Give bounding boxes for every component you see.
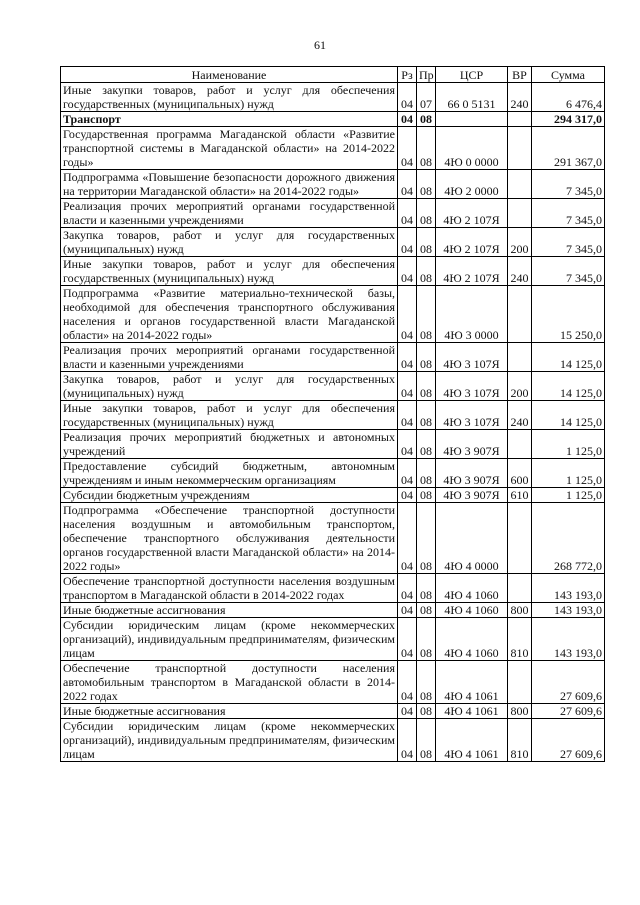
cell-sum: 15 250,0 (532, 286, 605, 343)
cell-rz: 04 (398, 603, 417, 618)
cell-pr: 08 (417, 257, 436, 286)
cell-name: Предоставление субсидий бюджетным, автономным учреждениям и иным некоммерческим организациям (61, 459, 398, 488)
table-row (61, 228, 605, 257)
table-row (61, 170, 605, 199)
table-row (61, 372, 605, 401)
cell-csr: 4Ю 0 0000 (436, 127, 508, 170)
cell-name: Государственная программа Магаданской области «Развитие транспортной системы в Магаданской области» на 2014-2022 годы» (61, 127, 398, 170)
cell-pr: 08 (417, 343, 436, 372)
table-row (61, 257, 605, 286)
table-row (61, 83, 605, 112)
cell-sum: 1 125,0 (532, 488, 605, 503)
cell-pr: 08 (417, 228, 436, 257)
cell-name: Субсидии бюджетным учреждениям (61, 488, 398, 503)
cell-sum: 27 609,6 (532, 704, 605, 719)
table-row (61, 430, 605, 459)
cell-vr: 240 (508, 401, 532, 430)
table-row (61, 603, 605, 618)
cell-sum: 14 125,0 (532, 372, 605, 401)
cell-sum: 294 317,0 (532, 112, 605, 127)
table-row (61, 199, 605, 228)
cell-vr (508, 343, 532, 372)
page-number: 61 (314, 38, 326, 52)
cell-name: Обеспечение транспортной доступности населения автомобильным транспортом в Магаданской области в 2014-2022 годах (61, 661, 398, 704)
cell-csr: 4Ю 3 107Я (436, 401, 508, 430)
table-row (61, 488, 605, 503)
table-body (61, 83, 605, 762)
cell-pr: 08 (417, 503, 436, 574)
cell-rz: 04 (398, 503, 417, 574)
cell-pr: 08 (417, 170, 436, 199)
cell-vr: 240 (508, 83, 532, 112)
table-row (61, 618, 605, 661)
cell-rz: 04 (398, 343, 417, 372)
header-sum: Сумма (532, 67, 605, 83)
cell-sum: 143 193,0 (532, 618, 605, 661)
table-row (61, 127, 605, 170)
cell-csr: 4Ю 2 107Я (436, 257, 508, 286)
cell-csr: 4Ю 2 107Я (436, 228, 508, 257)
cell-sum: 7 345,0 (532, 199, 605, 228)
cell-vr (508, 574, 532, 603)
cell-csr: 4Ю 3 107Я (436, 343, 508, 372)
cell-sum: 143 193,0 (532, 574, 605, 603)
cell-name: Иные закупки товаров, работ и услуг для обеспечения государственных (муниципальных) нужд (61, 257, 398, 286)
cell-vr (508, 170, 532, 199)
cell-csr: 4Ю 4 1060 (436, 618, 508, 661)
cell-pr: 08 (417, 704, 436, 719)
cell-vr: 800 (508, 704, 532, 719)
cell-rz: 04 (398, 661, 417, 704)
cell-vr: 600 (508, 459, 532, 488)
cell-rz: 04 (398, 430, 417, 459)
cell-sum: 27 609,6 (532, 719, 605, 762)
cell-vr (508, 661, 532, 704)
table-row (61, 661, 605, 704)
cell-sum: 7 345,0 (532, 228, 605, 257)
cell-name: Реализация прочих мероприятий бюджетных и автономных учреждений (61, 430, 398, 459)
cell-vr (508, 503, 532, 574)
cell-csr: 4Ю 4 0000 (436, 503, 508, 574)
cell-vr (508, 112, 532, 127)
cell-pr: 08 (417, 286, 436, 343)
cell-rz: 04 (398, 257, 417, 286)
cell-name: Субсидии юридическим лицам (кроме некоммерческих организаций), индивидуальным предпринимателям, физическим лицам (61, 719, 398, 762)
table-row (61, 286, 605, 343)
cell-sum: 14 125,0 (532, 343, 605, 372)
cell-name: Подпрограмма «Повышение безопасности дорожного движения на территории Магаданской области» на 2014-2022 годы» (61, 170, 398, 199)
cell-name: Субсидии юридическим лицам (кроме некоммерческих организаций), индивидуальным предпринимателям, физическим лицам (61, 618, 398, 661)
cell-csr: 4Ю 2 107Я (436, 199, 508, 228)
table-row (61, 459, 605, 488)
cell-vr: 200 (508, 372, 532, 401)
cell-rz: 04 (398, 459, 417, 488)
cell-pr: 08 (417, 719, 436, 762)
cell-sum: 27 609,6 (532, 661, 605, 704)
cell-name: Реализация прочих мероприятий органами государственной власти и казенными учреждениями (61, 343, 398, 372)
cell-rz: 04 (398, 618, 417, 661)
cell-rz: 04 (398, 170, 417, 199)
cell-vr: 800 (508, 603, 532, 618)
cell-pr: 08 (417, 112, 436, 127)
budget-table (60, 66, 605, 762)
cell-pr: 08 (417, 199, 436, 228)
cell-rz: 04 (398, 83, 417, 112)
cell-csr: 4Ю 4 1061 (436, 704, 508, 719)
cell-sum: 6 476,4 (532, 83, 605, 112)
table-row (61, 704, 605, 719)
cell-vr: 200 (508, 228, 532, 257)
cell-csr: 4Ю 3 907Я (436, 430, 508, 459)
table-row (61, 343, 605, 372)
table-row (61, 503, 605, 574)
cell-sum: 14 125,0 (532, 401, 605, 430)
cell-name: Подпрограмма «Обеспечение транспортной доступности населения воздушным и автомобильным транспортом, обеспечение транспортного обслуживания деятельности органов государственной власти Магаданской области» на 2014-2022 годы» (61, 503, 398, 574)
table-row (61, 401, 605, 430)
cell-csr: 4Ю 4 1061 (436, 719, 508, 762)
cell-name: Реализация прочих мероприятий органами государственной власти и казенными учреждениями (61, 199, 398, 228)
table-row (61, 112, 605, 127)
cell-sum: 1 125,0 (532, 430, 605, 459)
cell-name: Закупка товаров, работ и услуг для государственных (муниципальных) нужд (61, 228, 398, 257)
cell-rz: 04 (398, 228, 417, 257)
cell-csr: 4Ю 3 0000 (436, 286, 508, 343)
cell-sum: 291 367,0 (532, 127, 605, 170)
table-row (61, 574, 605, 603)
cell-vr: 810 (508, 618, 532, 661)
table-row (61, 719, 605, 762)
table-header-row (61, 67, 605, 83)
cell-rz: 04 (398, 286, 417, 343)
cell-vr (508, 286, 532, 343)
cell-csr: 4Ю 3 107Я (436, 372, 508, 401)
cell-name: Иные бюджетные ассигнования (61, 603, 398, 618)
header-csr: ЦСР (436, 67, 508, 83)
cell-csr (436, 112, 508, 127)
cell-rz: 04 (398, 574, 417, 603)
cell-vr (508, 430, 532, 459)
cell-pr: 08 (417, 574, 436, 603)
cell-csr: 66 0 5131 (436, 83, 508, 112)
cell-csr: 4Ю 3 907Я (436, 459, 508, 488)
cell-pr: 08 (417, 127, 436, 170)
header-pr: Пр (417, 67, 436, 83)
cell-pr: 08 (417, 430, 436, 459)
header-name: Наименование (61, 67, 398, 83)
cell-rz: 04 (398, 488, 417, 503)
cell-vr: 610 (508, 488, 532, 503)
cell-sum: 7 345,0 (532, 257, 605, 286)
cell-pr: 08 (417, 488, 436, 503)
cell-pr: 07 (417, 83, 436, 112)
cell-pr: 08 (417, 661, 436, 704)
cell-name: Иные закупки товаров, работ и услуг для обеспечения государственных (муниципальных) нужд (61, 83, 398, 112)
cell-name: Транспорт (61, 112, 398, 127)
cell-name: Иные закупки товаров, работ и услуг для обеспечения государственных (муниципальных) нужд (61, 401, 398, 430)
cell-pr: 08 (417, 372, 436, 401)
cell-rz: 04 (398, 401, 417, 430)
cell-csr: 4Ю 2 0000 (436, 170, 508, 199)
cell-vr: 240 (508, 257, 532, 286)
cell-sum: 1 125,0 (532, 459, 605, 488)
header-vr: ВР (508, 67, 532, 83)
cell-pr: 08 (417, 459, 436, 488)
cell-csr: 4Ю 4 1060 (436, 574, 508, 603)
cell-pr: 08 (417, 401, 436, 430)
cell-csr: 4Ю 4 1060 (436, 603, 508, 618)
cell-vr (508, 199, 532, 228)
cell-name: Закупка товаров, работ и услуг для государственных (муниципальных) нужд (61, 372, 398, 401)
cell-name: Обеспечение транспортной доступности населения воздушным транспортом в Магаданской области в 2014-2022 годах (61, 574, 398, 603)
cell-sum: 268 772,0 (532, 503, 605, 574)
cell-rz: 04 (398, 372, 417, 401)
cell-rz: 04 (398, 199, 417, 228)
cell-rz: 04 (398, 127, 417, 170)
cell-sum: 7 345,0 (532, 170, 605, 199)
cell-name: Подпрограмма «Развитие материально-технической базы, необходимой для обеспечения транспортного обслуживания населения и органов государственной власти Магаданской области» на 2014-2022 годы» (61, 286, 398, 343)
cell-rz: 04 (398, 704, 417, 719)
cell-csr: 4Ю 4 1061 (436, 661, 508, 704)
cell-csr: 4Ю 3 907Я (436, 488, 508, 503)
cell-sum: 143 193,0 (532, 603, 605, 618)
cell-pr: 08 (417, 618, 436, 661)
cell-name: Иные бюджетные ассигнования (61, 704, 398, 719)
cell-rz: 04 (398, 112, 417, 127)
cell-rz: 04 (398, 719, 417, 762)
header-rz: Рз (398, 67, 417, 83)
cell-pr: 08 (417, 603, 436, 618)
cell-vr: 810 (508, 719, 532, 762)
cell-vr (508, 127, 532, 170)
